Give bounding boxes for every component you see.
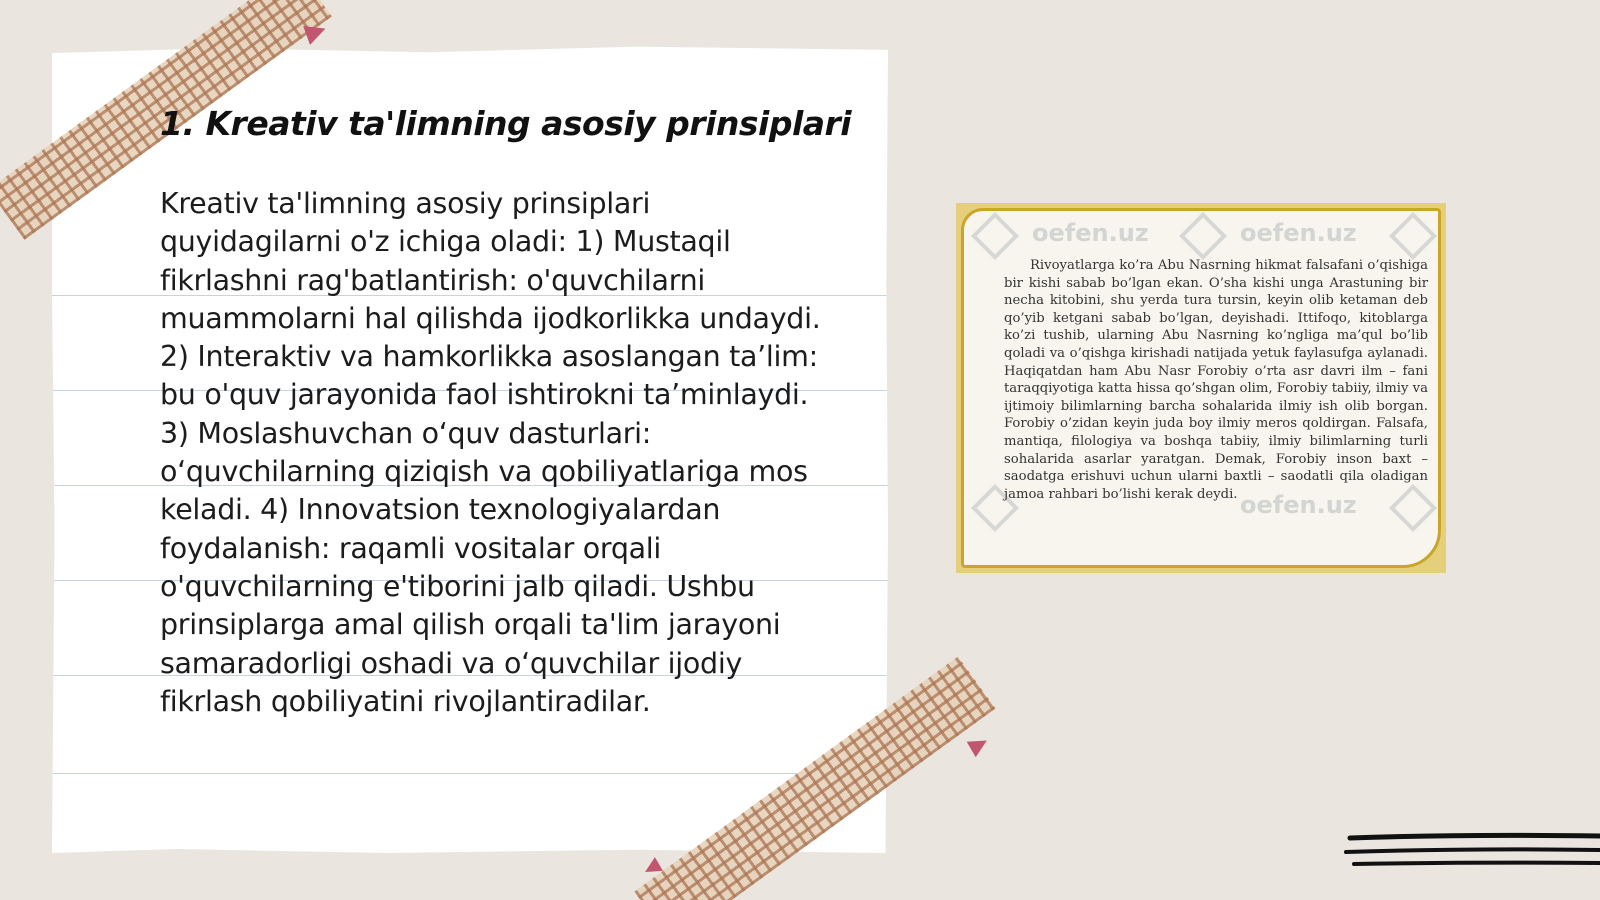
decorative-stripes: [1340, 826, 1600, 876]
watermark-logo-icon: [971, 212, 1019, 260]
slide-body-text: Kreativ ta'limning asosiy prinsiplari quyidagilarni o'z ichiga oladi: 1) Mustaqil fikrlashni rag'batlantirish: o'quvchilarni muammolarni hal qilishda ijodkorlikka undaydi. 2) Interaktiv va hamkorlikka asoslangan ta’lim: bu o'quv jarayonida faol ishtirokni ta’minlaydi. 3) Moslashuvchan o‘quv dasturlari: o‘quvchilarning qiziqish va qobiliyatlariga mos keladi. 4) Innovatsion texnologiyalardan foydalanish: raqamli vositalar orqali o'quvchilarning e'tiborini jalb qiladi. Ushbu prinsiplarga amal qilish orqali ta'lim jarayoni samaradorligi oshadi va o‘quvchilar ijodiy fikrlash qobiliyatini rivojlantiradilar.: [160, 187, 821, 718]
slide-title: 1. Kreativ ta'limning asosiy prinsiplari: [160, 104, 852, 143]
scanned-text-image: [956, 203, 1446, 573]
paper-rule-line: [52, 773, 888, 774]
watermark-logo-icon: [1389, 212, 1437, 260]
watermark-text: oefen.uz: [1032, 219, 1149, 247]
scanned-paragraph: Rivoyatlarga ko’ra Abu Nasrning hikmat falsafani o’qishiga bir kishi sabab bo’lgan ekan. O’sha kishi unga Arastuning bir necha kitobini, shu yerda tura tursin, keyin olib ketaman deb qo’yib ketgani sabab bo’lgan, deyishadi. Ittifoqo, kitoblarga ko’zi tushib, ularning Abu Nasrning ko’ngliga ma’qul bo’lib qoladi va o’qishga kirishadi natijada yetuk faylasufga aylanadi. Haqiqatdan ham Abu Nasr Forobiy o’rta asr davri ilm – fani taraqqiyotiga katta hissa qo’shgan olim, Forobiy tabiiy, ilmiy va ijtimoiy bilimlarning barcha sohalarida ilmiy ish olib borgan. Forobiy o’zidan keyin juda boy ilmiy meros qoldirgan. Falsafa, mantiqa, filologiya va boshqa tabiiy, ilmiy bilimlarning turli sohalarida asarlar yaratgan. Demak, Forobiy inson baxt – saodatga erishuvi uchun ularni baxtli – saodatli qila oladigan jamoa rahbari bo’lishi kerak deydi.: [1004, 258, 1428, 502]
watermark-text: oefen.uz: [1240, 219, 1357, 247]
tape-flag-icon: [967, 733, 992, 758]
scanned-page: [961, 208, 1441, 568]
watermark-text: oefen.uz: [1240, 491, 1357, 519]
watermark-logo-icon: [1179, 212, 1227, 260]
